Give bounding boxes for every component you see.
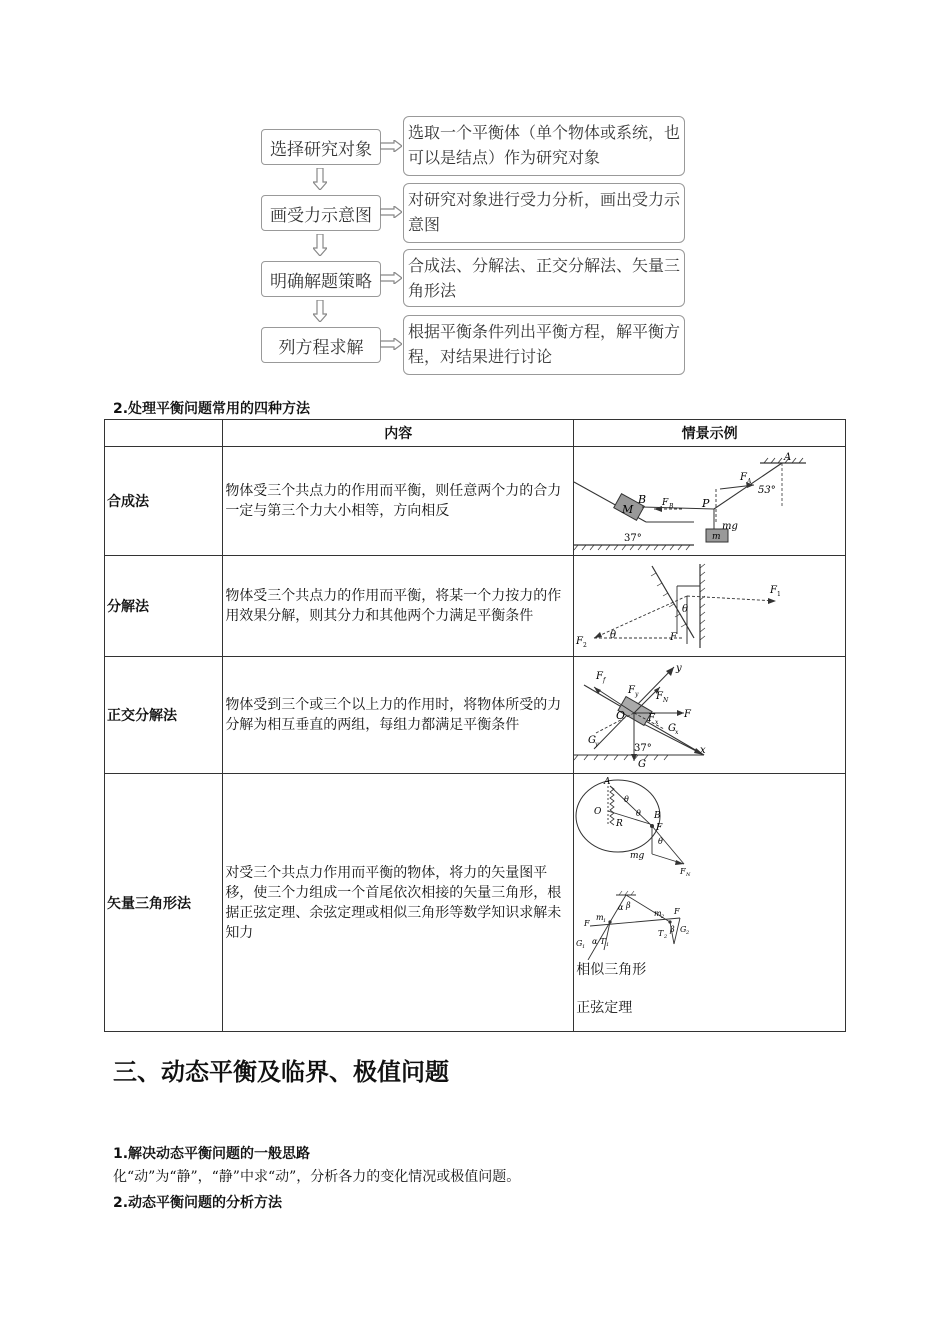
- caption-sine-law: 正弦定理: [576, 1000, 633, 1016]
- label-T2: T: [658, 929, 664, 938]
- label-FN: F: [680, 867, 686, 876]
- method-content: 物体受三个共点力的作用而平衡，将某一个力按力的作用效果分解，则其分力和其他两个力满足平衡条件: [223, 556, 574, 657]
- label-x: x: [700, 745, 706, 756]
- label-alpha2: α: [592, 937, 598, 946]
- scene-cell: [574, 657, 846, 774]
- label-Gx: G: [668, 723, 677, 734]
- label-F: F: [670, 632, 678, 643]
- flow-step-label: 画受力示意图: [261, 195, 381, 231]
- table-header-row: [105, 420, 846, 447]
- arrow-down-icon: [313, 168, 327, 190]
- label-F1-sub: 1: [777, 591, 782, 598]
- label-FB-sub: B: [669, 503, 674, 510]
- label-Gx-sub: x: [675, 729, 679, 736]
- arrow-down-icon: [313, 234, 327, 256]
- label-Gy: G: [588, 735, 597, 746]
- label-alpha: α: [618, 903, 624, 912]
- label-T1-sub: 1: [606, 942, 610, 948]
- label-Fy: F: [628, 685, 636, 696]
- method-name: 合成法: [105, 447, 223, 556]
- label-O: O: [616, 709, 626, 722]
- flow-step-label: 选择研究对象: [261, 129, 381, 165]
- methods-table: [104, 419, 846, 1032]
- arrow-right-icon: [380, 206, 402, 218]
- vector-triangle-diagram: [574, 774, 844, 960]
- label-P: P: [702, 497, 710, 510]
- label-FB: F: [662, 498, 669, 508]
- solving-flowchart: [255, 112, 695, 374]
- label-G: G: [638, 759, 647, 769]
- label-F2: F: [674, 907, 680, 916]
- label-FN-sub: N: [663, 697, 669, 704]
- caption-similar-triangles: 相似三角形: [576, 962, 647, 978]
- method-name: 正交分解法: [105, 657, 223, 774]
- label-37: 37°: [634, 743, 652, 754]
- label-mg: mg: [722, 521, 739, 532]
- label-Fx: F: [648, 713, 656, 724]
- section3-title: 三、动态平衡及临界、极值问题: [113, 1058, 449, 1086]
- label-FN: F: [656, 691, 664, 702]
- label-F: F: [684, 709, 692, 720]
- label-FA: F: [740, 472, 748, 483]
- label-Gy-sub: y: [595, 741, 599, 748]
- label-T1: T: [600, 937, 606, 946]
- table-row: [105, 447, 846, 556]
- arrow-down-icon: [313, 300, 327, 322]
- label-B: B: [654, 811, 661, 821]
- label-G1: G: [576, 939, 583, 948]
- label-FA-sub: A: [747, 478, 752, 485]
- table-header: [105, 420, 223, 447]
- label-mg: mg: [630, 851, 645, 861]
- flow-step-desc: 对研究对象进行受力分析，画出受力示意图: [403, 183, 685, 243]
- label-F1: F: [770, 585, 778, 596]
- label-theta2: θ: [610, 630, 617, 641]
- label-m2: m: [654, 909, 662, 918]
- method-content: 物体受到三个或三个以上力的作用时，将物体所受的力分解为相互垂直的两组，每组力都满足平衡条件: [223, 657, 574, 774]
- label-F2-sub: 2: [583, 642, 588, 649]
- label-theta-a: θ: [624, 795, 630, 804]
- flow-step-desc: 选取一个平衡体（单个物体或系统，也可以是结点）作为研究对象: [403, 116, 685, 176]
- label-F1: F: [584, 919, 590, 928]
- arrow-right-icon: [380, 338, 402, 350]
- composition-diagram: [574, 447, 844, 551]
- method-content: 对受三个共点力作用而平衡的物体，将力的矢量图平移，使三个力组成一个首尾依次相接的矢量三角形，根据正弦定理、余弦定理或相似三角形等数学知识求解未知力: [223, 774, 574, 1032]
- label-G1-sub: 1: [582, 944, 586, 950]
- label-beta: β: [626, 901, 631, 910]
- label-M: M: [622, 503, 634, 516]
- label-m: m: [712, 532, 721, 542]
- label-Fx-sub: x: [655, 719, 659, 726]
- label-F: F: [656, 823, 663, 833]
- table-header: 情景示例: [574, 420, 846, 447]
- label-A: A: [784, 452, 792, 463]
- table-row: [105, 774, 846, 1032]
- label-m2-sub: 2: [661, 914, 665, 920]
- section3-sub1: 1.解决动态平衡问题的一般思路: [113, 1146, 311, 1162]
- method-content: 物体受三个共点力的作用而平衡，则任意两个力的合力一定与第三个力大小相等，方向相反: [223, 447, 574, 556]
- table-header: 内容: [223, 420, 574, 447]
- label-F2: F: [576, 636, 584, 647]
- label-T2-sub: 2: [664, 934, 668, 940]
- flow-step-desc: 合成法、分解法、正交分解法、矢量三角形法: [403, 249, 685, 307]
- label-53: 53°: [758, 485, 776, 496]
- label-m1: m: [596, 913, 604, 922]
- flow-step-label: 列方程求解: [261, 327, 381, 363]
- section3-sub2: 2.动态平衡问题的分析方法: [113, 1195, 283, 1211]
- section3-text1: 化“动”为“静”，“静”中求“动”，分析各力的变化情况或极值问题。: [113, 1169, 521, 1185]
- scene-cell: [574, 556, 846, 657]
- orthogonal-diagram: [574, 657, 844, 769]
- section-heading: 2.处理平衡问题常用的四种方法: [113, 401, 311, 417]
- label-theta-c: θ: [658, 837, 664, 846]
- label-theta-b: θ: [636, 809, 642, 818]
- flow-step-label: 明确解题策略: [261, 261, 381, 297]
- flow-step-desc: 根据平衡条件列出平衡方程，解平衡方程，对结果进行讨论: [403, 315, 685, 375]
- label-y: y: [676, 663, 682, 674]
- label-O: O: [594, 807, 602, 817]
- label-Ff: F: [596, 671, 604, 682]
- label-beta2: β: [670, 925, 675, 934]
- decomposition-diagram: [574, 556, 844, 652]
- arrow-right-icon: [380, 140, 402, 152]
- scene-cell: [574, 447, 846, 556]
- table-row: [105, 556, 846, 657]
- label-A: A: [604, 777, 611, 787]
- scene-cell: [574, 774, 846, 1032]
- label-FN-sub: N: [686, 872, 691, 878]
- label-m1-sub: 1: [603, 918, 607, 924]
- label-G2: G: [680, 925, 687, 934]
- table-row: [105, 657, 846, 774]
- label-B: B: [638, 493, 647, 506]
- label-Fy-sub: y: [635, 691, 639, 698]
- label-theta1: θ: [682, 604, 689, 615]
- label-37: 37°: [624, 533, 642, 544]
- method-name: 分解法: [105, 556, 223, 657]
- label-G2-sub: 2: [686, 930, 690, 936]
- method-name: 矢量三角形法: [105, 774, 223, 1032]
- label-Ff-sub: f: [603, 677, 606, 684]
- arrow-right-icon: [380, 272, 402, 284]
- label-R: R: [616, 819, 624, 829]
